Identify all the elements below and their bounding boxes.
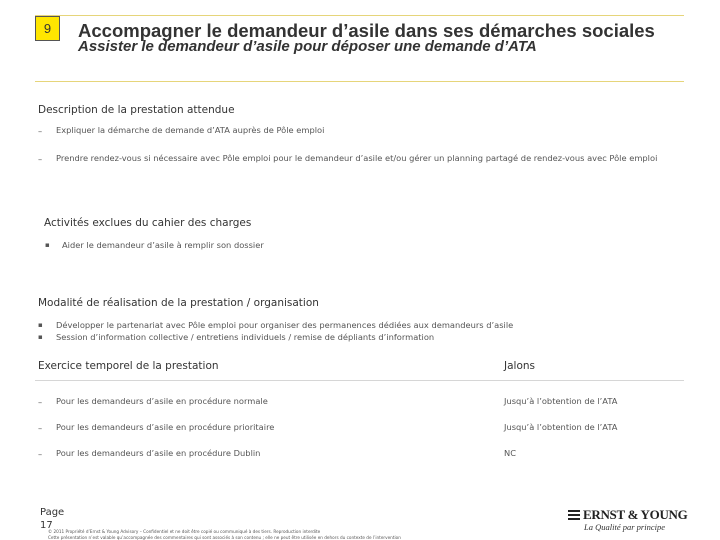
square-bullet: ▪ xyxy=(45,241,50,249)
schedule-row-label: Pour les demandeurs d’asile en procédure prioritaire xyxy=(56,422,275,432)
logo-name: ERNST & YOUNG xyxy=(583,507,688,522)
schedule-divider xyxy=(35,380,684,381)
dash-bullet: – xyxy=(38,449,43,459)
header-top-rule xyxy=(35,15,684,16)
legal-notice-line-1: © 2011 Propriété d’Ernst & Young Advisory – Confidentiel et ne doit être copié ou communiqué à des tiers. Reproduction interdite xyxy=(48,529,321,534)
modalite-heading: Modalité de réalisation de la prestation / organisation xyxy=(38,297,319,309)
square-bullet: ▪ xyxy=(38,321,43,329)
exclusions-heading: Activités exclues du cahier des charges xyxy=(44,217,252,229)
ey-logo-mark-icon xyxy=(568,509,580,520)
schedule-row-label: Pour les demandeurs d’asile en procédure normale xyxy=(56,396,268,406)
schedule-row-milestone: Jusqu’à l’obtention de l’ATA xyxy=(504,422,618,432)
schedule-row-label: Pour les demandeurs d’asile en procédure Dublin xyxy=(56,448,261,458)
square-bullet: ▪ xyxy=(38,333,43,341)
modalite-item-2: Session d’information collective / entretiens individuels / remise de dépliants d’information xyxy=(56,332,435,342)
description-item-1: Expliquer la démarche de demande d’ATA auprès de Pôle emploi xyxy=(56,125,325,135)
exclusion-item-1: Aider le demandeur d’asile à remplir son dossier xyxy=(62,240,264,250)
dash-bullet: – xyxy=(38,126,43,136)
page-number: Page 17 xyxy=(40,507,65,531)
logo-tagline: La Qualité par principe xyxy=(584,522,665,532)
milestones-heading: Jalons xyxy=(504,360,535,372)
dash-bullet: – xyxy=(38,397,43,407)
page-subtitle: Assister le demandeur d’asile pour déposer une demande d’ATA xyxy=(78,38,537,55)
description-item-2: Prendre rendez-vous si nécessaire avec Pôle emploi pour le demandeur d’asile et/ou gérer un planning partagé de rendez-vous avec Pôle emploi xyxy=(56,153,658,163)
section-number-badge: 9 xyxy=(35,16,60,41)
page-title: Accompagner le demandeur d’asile dans ses démarches sociales xyxy=(78,20,655,41)
header-bottom-rule xyxy=(35,81,684,82)
dash-bullet: – xyxy=(38,154,43,164)
dash-bullet: – xyxy=(38,423,43,433)
modalite-item-1: Développer le partenariat avec Pôle emploi pour organiser des permanences dédiées aux demandeurs d’asile xyxy=(56,320,514,330)
ernst-young-logo xyxy=(568,507,688,535)
description-heading: Description de la prestation attendue xyxy=(38,104,235,116)
schedule-heading: Exercice temporel de la prestation xyxy=(38,360,219,372)
legal-notice-line-2: Cette présentation n’est valable qu’accompagnée des commentaires qui sont associés à son contenu ; elle ne peut être utilisée en dehors du contexte de l’intervention xyxy=(48,535,401,540)
schedule-row-milestone: NC xyxy=(504,448,516,458)
schedule-row-milestone: Jusqu’à l’obtention de l’ATA xyxy=(504,396,618,406)
